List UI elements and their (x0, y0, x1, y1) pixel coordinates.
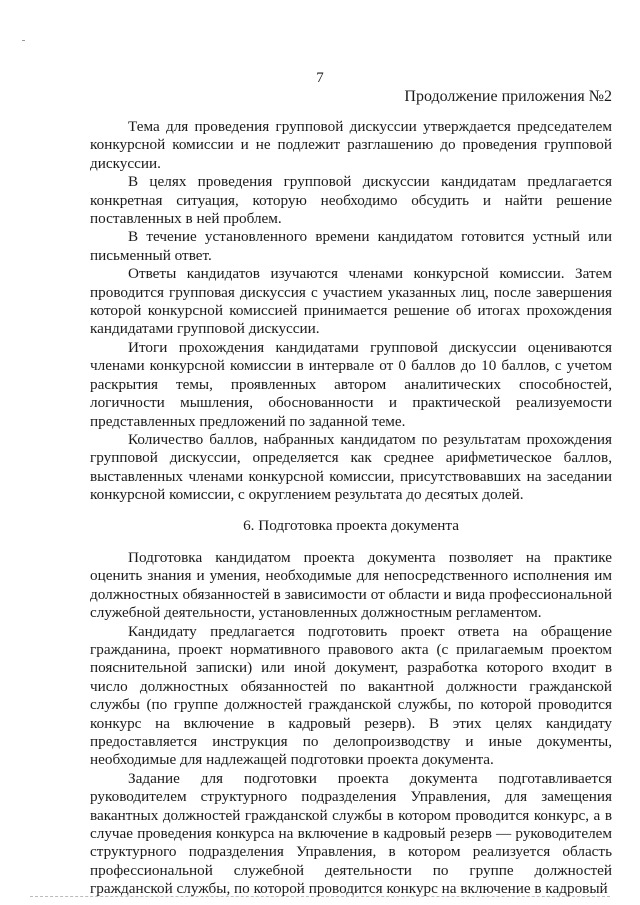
paragraph: Тема для проведения групповой дискуссии утверждается председателем конкурсной комиссии и не подлежит разглашению до проведения групповой дискуссии. (90, 118, 612, 172)
scan-speck (22, 40, 25, 41)
scan-edge-line (30, 896, 610, 897)
section-heading: 6. Подготовка проекта документа (243, 516, 459, 534)
appendix-label: Продолжение приложения №2 (404, 88, 612, 105)
paragraph: В целях проведения групповой дискуссии кандидатам предлагается конкретная ситуация, которую необходимо обсудить и найти решение поставленных в ней проблем. (90, 173, 612, 228)
paragraph: Итоги прохождения кандидатами групповой дискуссии оцениваются членами конкурсной комиссии в интервале от 0 баллов до 10 баллов, с учетом раскрытия темы, проявленных автором аналитических способностей, логичности мышления, обоснованности и практической реализуемости представленных предложений по заданной теме. (90, 338, 612, 430)
paragraph: Ответы кандидатов изучаются членами конкурсной комиссии. Затем проводится групповая дискуссия с участием указанных лиц, после завершения которой конкурсной комиссией принимается решение об итогах прохождения кандидатами групповой дискуссии. (90, 265, 612, 338)
paragraph: Кандидату предлагается подготовить проект ответа на обращение гражданина, проект нормативного правового акта (с прилагаемым проектом пояснительной записки) или иной документ, разработка которого входит в число должностных обязанностей по вакантной должности гражданской службы (по группе должностей гражданской службы, по которой проводится конкурс на включение в кадровый резерв). В этих целях кандидату предоставляется инструкция по делопроизводству и иные документы, необходимые для надлежащей подготовки проекта документа. (90, 622, 612, 769)
paragraph: Задание для подготовки проекта документа подготавливается руководителем структурного подразделения Управления, для замещения вакантных должностей гражданской службы в котором проводится конкурс, а в случае проведения конкурса на включение в кадровый резерв — руководителем структурного подразделения Управления, в котором реализуется область профессиональной служебной деятельности по группе должностей гражданской службы, по которой проводится конкурс на включение в кадровый (90, 769, 612, 898)
page-number: 7 (316, 70, 324, 86)
paragraph: Подготовка кандидатом проекта документа позволяет на практике оценить знания и умения, необходимые для непосредственного исполнения им должностных обязанностей в зависимости от области и вида профессиональной служебной деятельности, установленных должностным регламентом. (90, 548, 612, 622)
paragraph: В течение установленного времени кандидатом готовится устный или письменный ответ. (90, 228, 612, 264)
paragraph: Количество баллов, набранных кандидатом по результатам прохождения групповой дискуссии, определяется как среднее арифметическое баллов, выставленных членами конкурсной комиссии, присутствовавших на заседании конкурсной комиссии, с округлением результата до десятых долей. (90, 430, 612, 504)
document-body (90, 118, 612, 899)
